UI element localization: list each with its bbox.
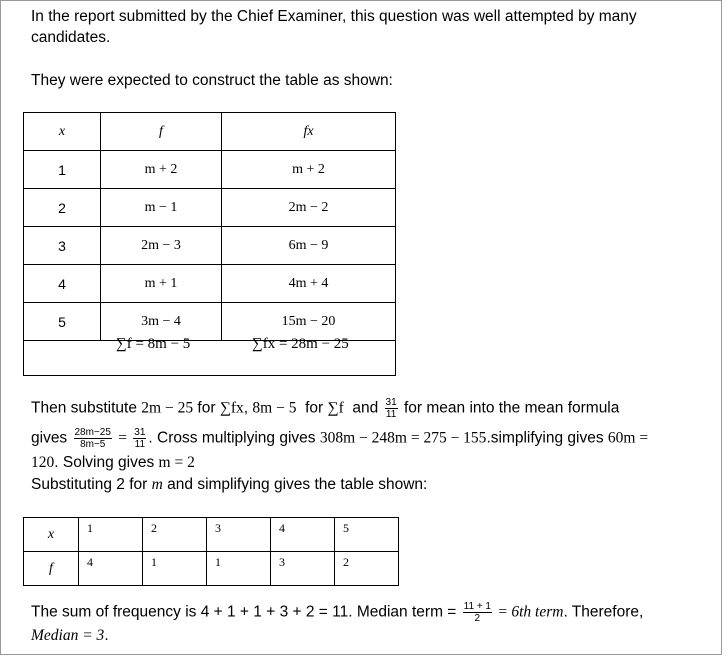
f-value: 3 xyxy=(271,552,335,586)
cell-f: m + 1 xyxy=(101,265,222,303)
sum-cell xyxy=(24,336,396,376)
intro-line-2: candidates. xyxy=(31,29,111,46)
frequency-table xyxy=(23,112,396,376)
conclusion-line-2: Median = 3. xyxy=(31,627,109,644)
header-f: f xyxy=(101,113,222,151)
sum-f: ∑f = 8m − 5 xyxy=(116,336,191,352)
f-value: 4 xyxy=(79,552,143,586)
equation-fraction-right: $\frac{31}{11}$ xyxy=(134,427,146,450)
cell-fx: 2m − 2 xyxy=(222,189,396,227)
table-row xyxy=(24,151,396,189)
sum-fx: ∑fx = 28m − 25 xyxy=(252,336,349,352)
mean-fraction: $\frac{31}{11}$ xyxy=(385,397,397,420)
header-x: x xyxy=(24,113,101,151)
cell-x: 5 xyxy=(24,303,101,341)
table-sum-row xyxy=(24,341,396,376)
header-fx: fx xyxy=(222,113,396,151)
cell-fx: 6m − 9 xyxy=(222,227,396,265)
table-row-x xyxy=(24,518,399,552)
cell-f: m − 1 xyxy=(101,189,222,227)
frequency-distribution-table xyxy=(23,517,399,586)
intro-line-3: They were expected to construct the table as shown: xyxy=(31,72,393,89)
f-value: 2 xyxy=(335,552,399,586)
x-value: 2 xyxy=(143,518,207,552)
median-fraction: $\frac{11 + 1}{2}$ xyxy=(463,601,491,624)
x-value: 1 xyxy=(79,518,143,552)
f-value: 1 xyxy=(207,552,271,586)
table-row-f xyxy=(24,552,399,586)
x-value: 5 xyxy=(335,518,399,552)
cell-f: 3m − 4 xyxy=(101,303,222,341)
para-line-1: Then substitute 2m − 25 for ∑fx, 8m − 5 for ∑f and $\frac{31}{11}$ for mean into the mean formula xyxy=(31,397,620,420)
cell-x: 4 xyxy=(24,265,101,303)
table-row xyxy=(24,265,396,303)
intro-line-1: In the report submitted by the Chief Examiner, this question was well attempted by many xyxy=(31,8,637,25)
table-row xyxy=(24,189,396,227)
row-label-x: x xyxy=(24,518,79,552)
x-value: 3 xyxy=(207,518,271,552)
cell-x: 2 xyxy=(24,189,101,227)
cell-x: 1 xyxy=(24,151,101,189)
table-row xyxy=(24,303,396,341)
x-value: 4 xyxy=(271,518,335,552)
para-line-4: Substituting 2 for m and simplifying gives the table shown: xyxy=(31,476,428,493)
equation-fraction-left: $\frac{28m-25}{8m-5}$ xyxy=(74,427,111,450)
cell-fx: m + 2 xyxy=(222,151,396,189)
cell-fx: 4m + 4 xyxy=(222,265,396,303)
conclusion-line-1: The sum of frequency is 4 + 1 + 1 + 3 + 2 = 11. Median term = $\frac{11 + 1}{2}$ = 6th term. Therefore, xyxy=(31,601,644,624)
para-line-3: 120. Solving gives m = 2 xyxy=(31,454,195,471)
cell-f: 2m − 3 xyxy=(101,227,222,265)
table-row xyxy=(24,227,396,265)
cell-fx: 15m − 20 xyxy=(222,303,396,341)
table-header-row xyxy=(24,113,396,151)
f-value: 1 xyxy=(143,552,207,586)
cell-x: 3 xyxy=(24,227,101,265)
para-line-2: gives $\frac{28m-25}{8m-5}$ = $\frac{31}{11}$ . Cross multiplying gives 308m − 248m = 275 − 155.simplifying gives 60m = xyxy=(31,427,649,450)
row-label-f: f xyxy=(24,552,79,586)
cell-f: m + 2 xyxy=(101,151,222,189)
